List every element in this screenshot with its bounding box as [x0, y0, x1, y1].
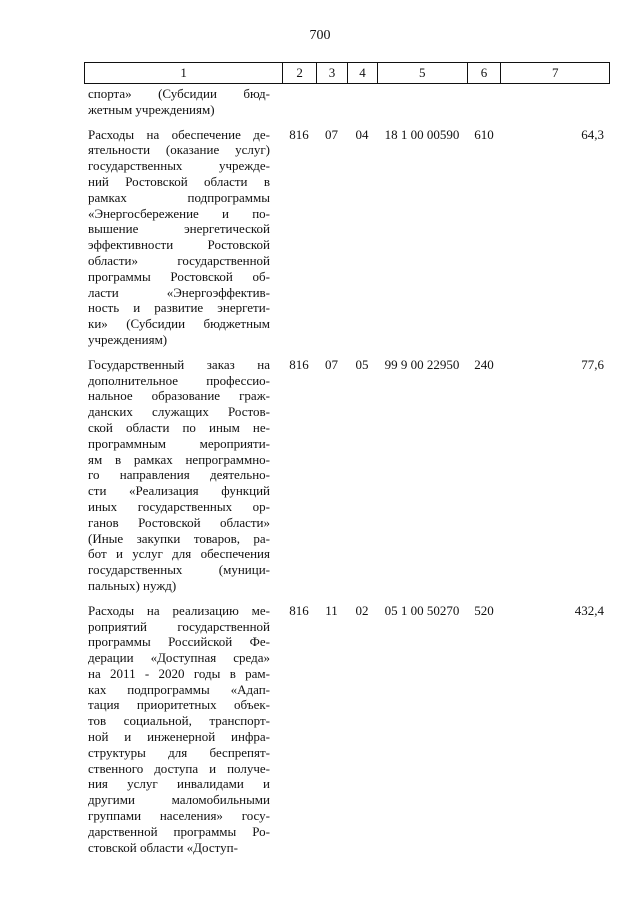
table-row: [84, 86, 610, 118]
ministry-code: 816: [289, 126, 309, 142]
description-line: на 2011 - 2020 годы в рам-: [88, 665, 270, 681]
column-header-5: 5: [377, 63, 467, 83]
description-line: ганов Ростовской области»: [88, 514, 270, 530]
amount-value: [501, 86, 610, 118]
description-line: стовской области «Доступ-: [88, 839, 238, 855]
description-line: ность и развитие энергети-: [88, 300, 270, 316]
expense-type-code: 520: [474, 602, 494, 618]
ministry-code: 816: [289, 356, 309, 372]
description-line: (Иные закупки товаров, ра-: [88, 530, 270, 546]
description-line: ласти «Энергоэффектив-: [88, 284, 270, 300]
description-line: учреждениям): [88, 331, 168, 347]
description-line: го направления деятельно-: [88, 467, 270, 483]
expense-description: [84, 603, 282, 856]
description-line: ний Ростовской области в: [88, 173, 270, 189]
description-line: иных государственных ор-: [88, 498, 270, 514]
expense-type-code: 610: [474, 126, 494, 142]
description-line: пальных) нужд): [88, 577, 177, 593]
description-line: группами населения» госу-: [88, 808, 270, 824]
subsection-code: 04: [355, 126, 369, 142]
description-line: ятельности (оказание услуг): [88, 142, 270, 158]
table-row: [84, 127, 610, 348]
description-line: структуры для беспрепят-: [88, 744, 270, 760]
description-line: эффективности Ростовской: [88, 237, 270, 253]
amount-value: 64,3: [581, 126, 604, 142]
description-line: тация приоритетных объек-: [88, 697, 270, 713]
description-line: спорта» (Субсидии бюд-: [88, 86, 270, 101]
description-line: Расходы на реализацию ме-: [88, 602, 270, 618]
description-line: ках подпрограммы «Адап-: [88, 681, 270, 697]
table-row: [84, 357, 610, 594]
page-number: 700: [309, 28, 331, 43]
description-line: нальное образование граж-: [88, 388, 270, 404]
description-line: бот и услуг для обеспечения: [88, 546, 270, 562]
description-line: ной и инженерной инфра-: [88, 729, 270, 745]
column-header-3: 3: [316, 63, 347, 83]
amount-value: 77,6: [581, 356, 604, 372]
expense-description: [84, 86, 282, 118]
description-line: ской области по иным не-: [88, 419, 270, 435]
expense-type-code: [467, 86, 501, 118]
section-code: 07: [325, 356, 338, 372]
description-line: ки» (Субсидии бюджетным: [88, 316, 270, 332]
subsection-code: 05: [355, 356, 369, 372]
description-line: ния услуг инвалидами и: [88, 776, 270, 792]
ministry-code: 816: [289, 602, 309, 618]
expense-description: [84, 127, 282, 348]
target-article-code: 18 1 00 00590: [384, 126, 460, 142]
description-line: другими маломобильными: [88, 792, 270, 808]
ministry-code: [282, 86, 316, 118]
description-line: программы Ростовской об-: [88, 268, 270, 284]
target-article-code: 99 9 00 22950: [384, 356, 460, 372]
amount-value: 432,4: [574, 602, 604, 618]
description-line: дарственной программы Ро-: [88, 823, 270, 839]
description-line: государственных (муници-: [88, 562, 270, 578]
column-header-1: 1: [180, 65, 187, 80]
table-body: [84, 86, 610, 855]
section-code: [316, 86, 347, 118]
description-line: роприятий государственной: [88, 618, 270, 634]
table-header-row: [84, 62, 610, 84]
description-line: программы Российской Фе-: [88, 634, 270, 650]
target-article-code: 05 1 00 50270: [384, 602, 460, 618]
target-article-code: [377, 86, 467, 118]
description-line: Государственный заказ на: [88, 356, 270, 372]
section-code: 11: [325, 602, 338, 618]
description-line: ям в рамках непрограммно-: [88, 451, 270, 467]
subsection-code: 02: [355, 602, 369, 618]
description-line: государственных учрежде-: [88, 158, 270, 174]
description-line: дополнительное профессио-: [88, 372, 270, 388]
description-line: тов социальной, транспорт-: [88, 713, 270, 729]
description-line: области» государственной: [88, 252, 270, 268]
expense-description: [84, 357, 282, 594]
description-line: программным мероприяти-: [88, 435, 270, 451]
table-row: [84, 603, 610, 856]
description-line: жетным учреждениям): [88, 101, 215, 117]
subsection-code: [347, 86, 377, 118]
description-line: сти «Реализация функций: [88, 483, 270, 499]
description-line: ственного доступа и получе-: [88, 760, 270, 776]
description-line: вышение энергетической: [88, 221, 270, 237]
section-code: 07: [325, 126, 338, 142]
column-header-4: 4: [347, 63, 377, 83]
description-line: дерации «Доступная среда»: [88, 650, 270, 666]
description-line: Расходы на обеспечение де-: [88, 126, 270, 142]
column-header-2: 2: [282, 63, 316, 83]
description-line: данских служащих Ростов-: [88, 404, 270, 420]
description-line: «Энергосбережение и по-: [88, 205, 270, 221]
column-header-7: 7: [500, 63, 609, 83]
column-header-6: 6: [467, 63, 501, 83]
expense-type-code: 240: [474, 356, 494, 372]
description-line: рамках подпрограммы: [88, 189, 270, 205]
